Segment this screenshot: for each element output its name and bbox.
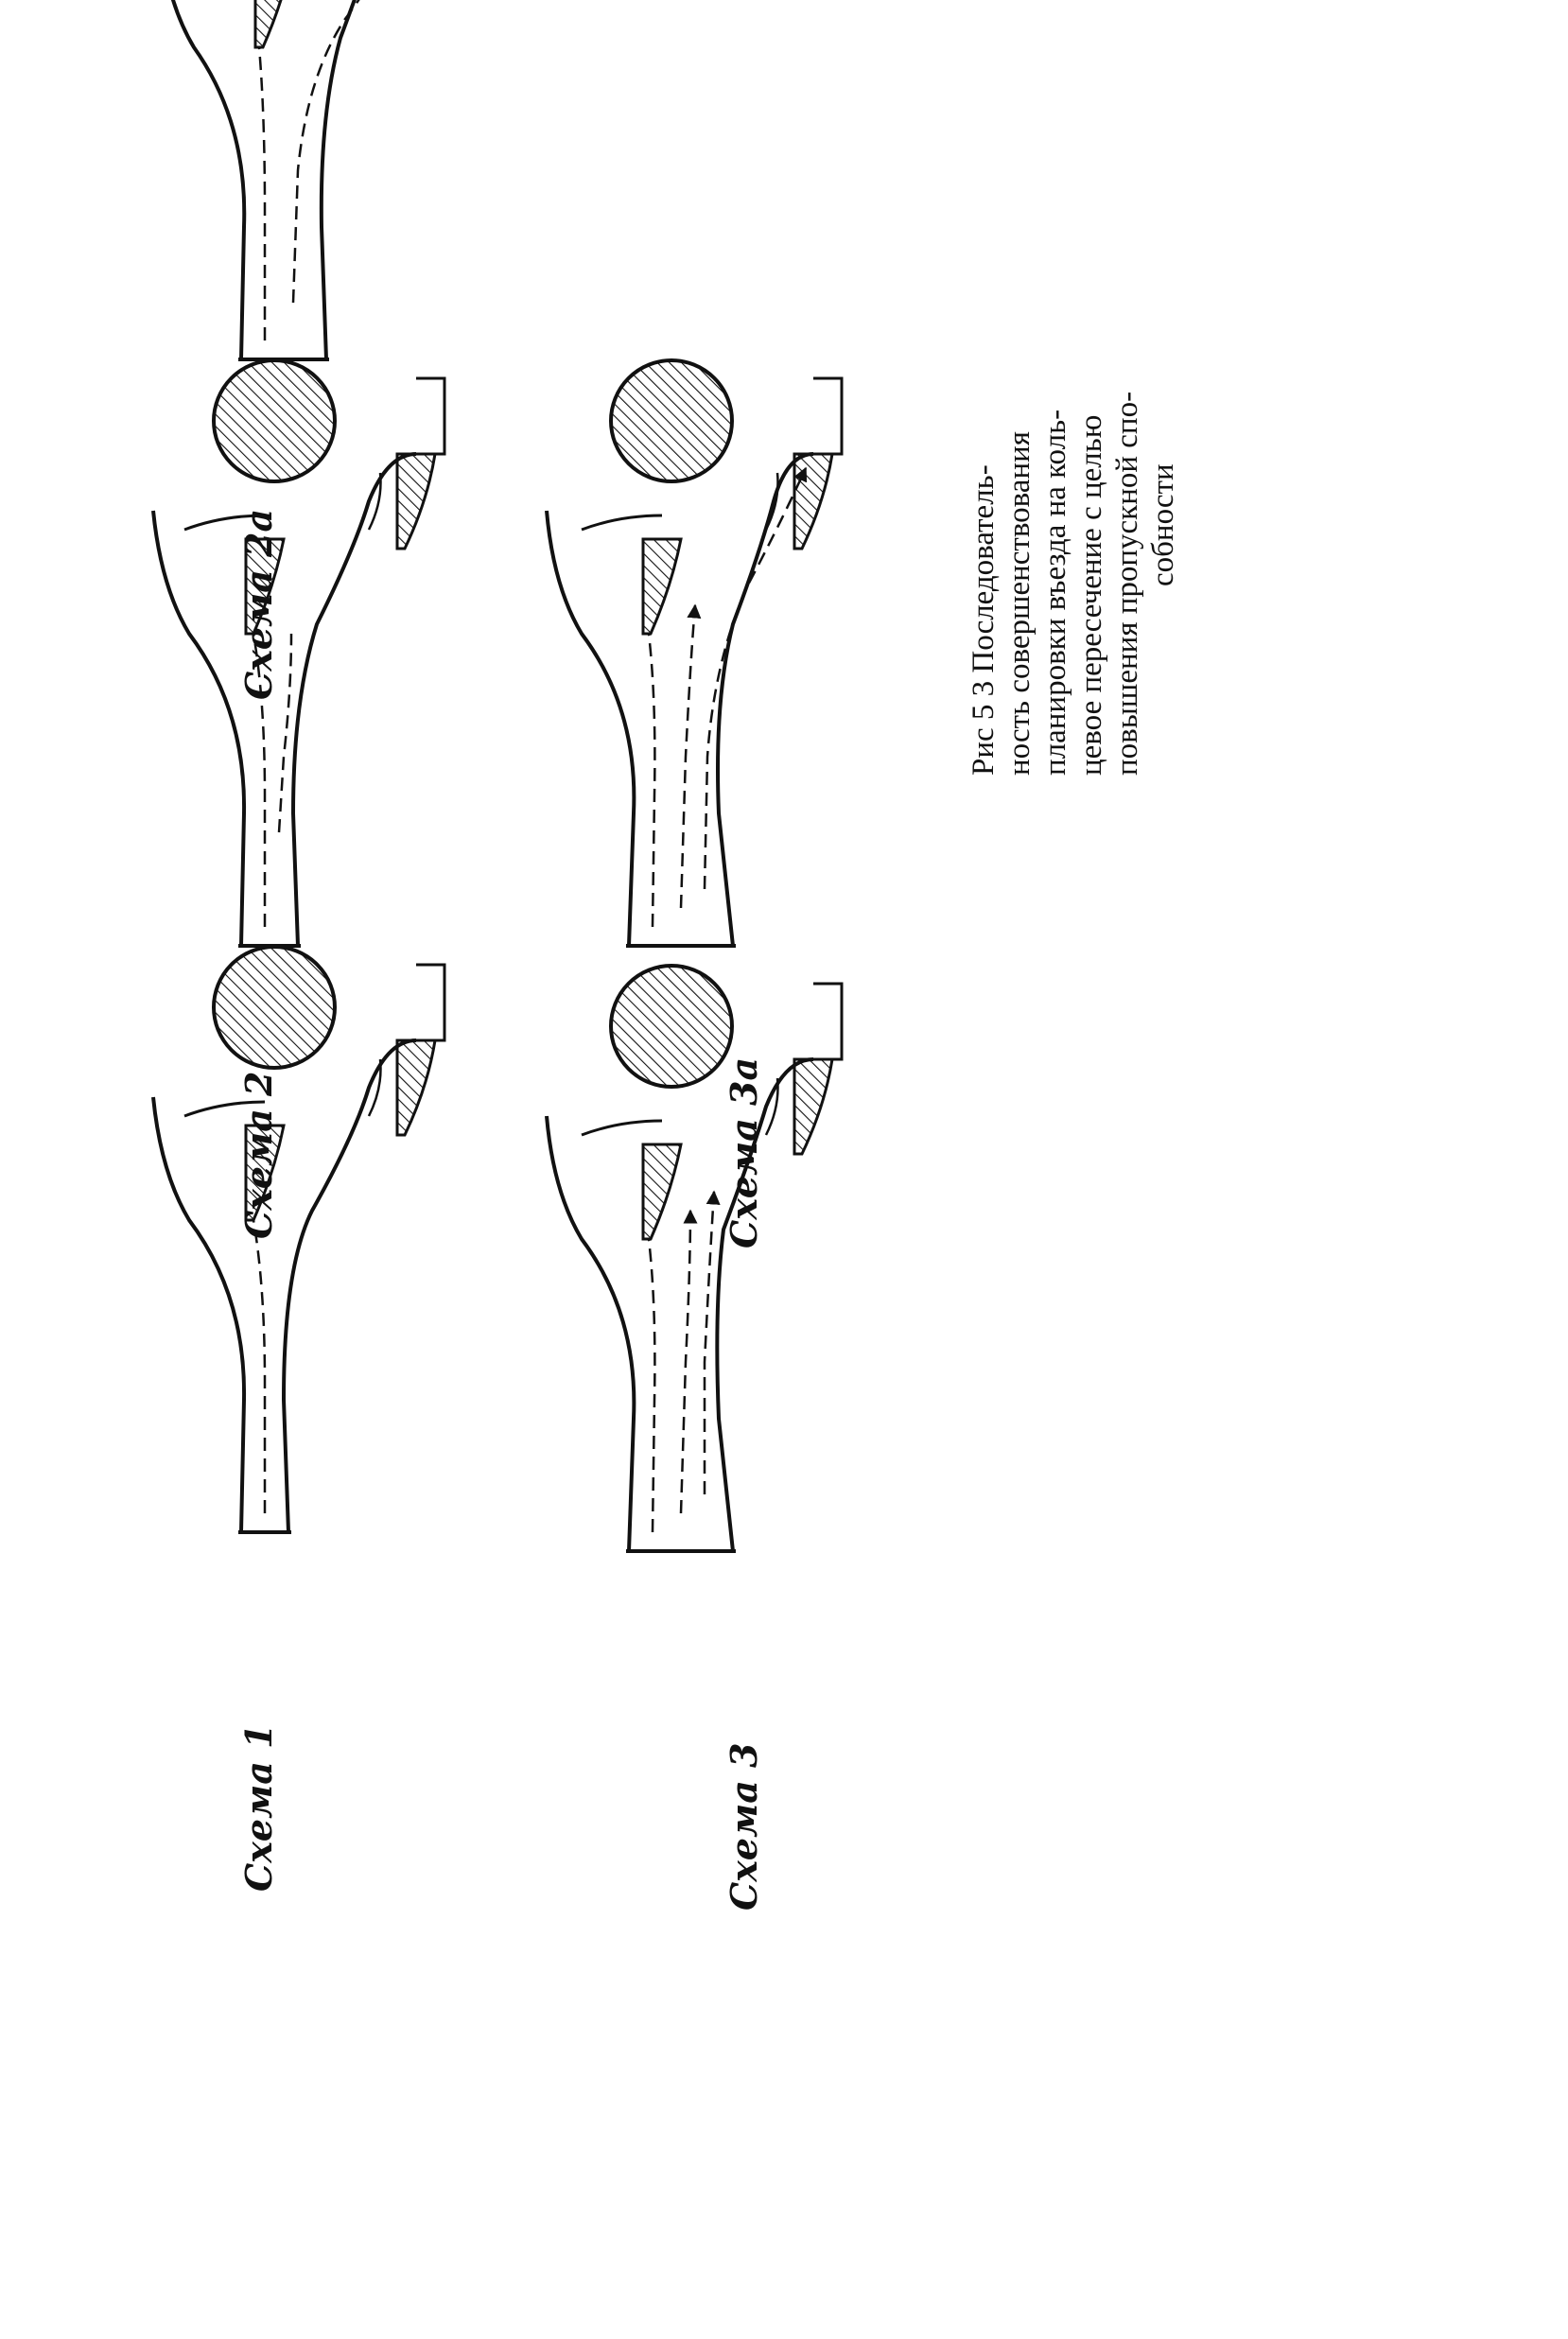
scheme-label: Схема 3а bbox=[723, 1056, 765, 1248]
caption-line: планировки въезда на коль- bbox=[1038, 409, 1072, 776]
scheme-label: Схема 1 bbox=[237, 1723, 280, 1892]
caption-line: собности bbox=[1146, 463, 1180, 586]
scheme-label: Схема 2а bbox=[237, 508, 280, 700]
caption-line: Рис 5 3 Последователь- bbox=[967, 464, 1001, 776]
scheme-2 bbox=[153, 360, 444, 946]
scheme-3 bbox=[547, 966, 842, 1551]
caption-line: ность совершенствования bbox=[1002, 431, 1037, 776]
scheme-2a bbox=[159, 0, 454, 359]
caption-line: цевое пересечение с целью bbox=[1074, 414, 1108, 776]
scheme-3a bbox=[547, 360, 842, 946]
figure-caption bbox=[967, 392, 1180, 776]
scheme-label: Схема 3 bbox=[723, 1742, 765, 1911]
caption-line: повышения пропускной спо- bbox=[1110, 391, 1144, 776]
scheme-label: Схема 2 bbox=[237, 1071, 280, 1239]
scheme-1 bbox=[153, 947, 444, 1532]
